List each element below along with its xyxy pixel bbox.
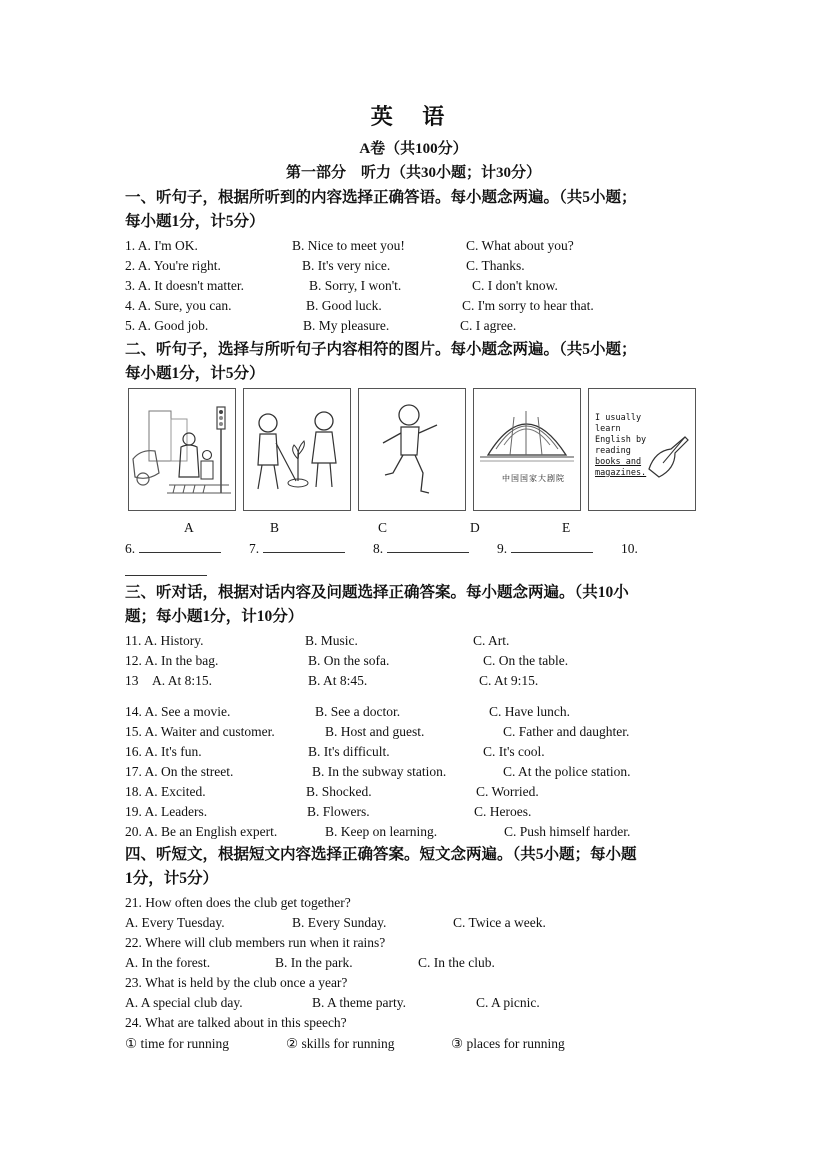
picture-label-c: C	[378, 520, 388, 535]
picture-c	[358, 388, 466, 511]
question-1-option-b: B. Nice to meet you!	[292, 238, 405, 253]
section-1-heading: 一、听句子，根据所听到的内容选择正确答语。每小题念两遍。（共5小题；	[125, 189, 637, 206]
running-boy-illustration	[359, 389, 464, 509]
blank-line	[511, 539, 593, 553]
question-5-option-c: C. I agree.	[460, 318, 517, 333]
question-22-stem: 22. Where will club members run when it rains?	[125, 935, 386, 950]
picture-b	[243, 388, 351, 511]
question-20-option-a: 20. A. Be an English expert.	[125, 824, 278, 839]
blank-number: 6.	[125, 541, 136, 556]
question-14-option-c: C. Have lunch.	[489, 704, 570, 719]
section-4-heading: 四、听短文，根据短文内容选择正确答案。短文念两遍。（共5小题；每小题	[125, 846, 637, 863]
question-24-stem: 24. What are talked about in this speech?	[125, 1015, 347, 1030]
question-16-option-b: B. It's difficult.	[308, 744, 390, 759]
blank-number: 7.	[249, 541, 260, 556]
question-4-option-c: C. I'm sorry to hear that.	[462, 298, 594, 313]
question-19-option-c: C. Heroes.	[474, 804, 532, 819]
question-23-stem: 23. What is held by the club once a year?	[125, 975, 348, 990]
question-21-option-c: C. Twice a week.	[453, 915, 546, 930]
grand-theatre-illustration	[474, 389, 579, 469]
picture-strip	[128, 388, 696, 514]
question-5-option-a: 5. A. Good job.	[125, 318, 209, 333]
question-1-option-c: C. What about you?	[466, 238, 574, 253]
question-22-option-b: B. In the park.	[275, 955, 353, 970]
question-13-option-b: B. At 8:45.	[308, 673, 368, 688]
question-16-option-c: C. It's cool.	[483, 744, 545, 759]
question-2-option-a: 2. A. You're right.	[125, 258, 221, 273]
blank-number: 9.	[497, 541, 508, 556]
question-2-option-b: B. It's very nice.	[302, 258, 391, 273]
question-17-option-a: 17. A. On the street.	[125, 764, 234, 779]
question-15-option-c: C. Father and daughter.	[503, 724, 630, 739]
paper-subtitle: A卷（共100分）	[359, 141, 468, 157]
question-3-option-c: C. I don't know.	[472, 278, 558, 293]
section-3-heading: 三、听对话，根据对话内容及问题选择正确答案。每小题念两遍。（共10小	[125, 584, 629, 601]
question-16-option-a: 16. A. It's fun.	[125, 744, 202, 759]
question-20-option-b: B. Keep on learning.	[325, 824, 438, 839]
picture-a	[128, 388, 236, 511]
question-15-option-b: B. Host and guest.	[325, 724, 425, 739]
question-12-option-c: C. On the table.	[483, 653, 569, 668]
answer-blank-10-number: 10.	[621, 541, 638, 556]
answer-blank-8[interactable]	[373, 539, 469, 559]
answer-blank-6[interactable]	[125, 539, 221, 559]
question-17-option-b: B. In the subway station.	[312, 764, 447, 779]
part-heading: 第一部分 听力（共30小题；计30分）	[285, 165, 541, 181]
theatre-caption: 中国国家大剧院	[502, 474, 565, 483]
question-14-option-b: B. See a doctor.	[315, 704, 401, 719]
answer-blank-10-line[interactable]	[125, 575, 207, 576]
question-3-option-b: B. Sorry, I won't.	[309, 278, 402, 293]
question-22-option-c: C. In the club.	[418, 955, 495, 970]
question-14-option-a: 14. A. See a movie.	[125, 704, 231, 719]
question-19-option-a: 19. A. Leaders.	[125, 804, 208, 819]
writing-hand-icon	[589, 389, 694, 509]
question-17-option-c: C. At the police station.	[503, 764, 631, 779]
blank-line	[139, 539, 221, 553]
note-line: books and	[595, 457, 642, 467]
picture-d	[473, 388, 581, 511]
question-13-option-c: C. At 9:15.	[479, 673, 539, 688]
planting-tree-illustration	[244, 389, 349, 509]
question-21-option-b: B. Every Sunday.	[292, 915, 387, 930]
section-2-heading: 二、听句子，选择与所听句子内容相符的图片。每小题念两遍。（共5小题；	[125, 341, 637, 358]
question-11-option-c: C. Art.	[473, 633, 510, 648]
question-13-option-a: 13 A. At 8:15.	[125, 673, 213, 688]
blank-line	[263, 539, 345, 553]
section-2-heading-cont: 每小题1分，计5分）	[125, 365, 265, 382]
question-1-option-a: 1. A. I'm OK.	[125, 238, 198, 253]
question-4-option-a: 4. A. Sure, you can.	[125, 298, 232, 313]
question-12-option-a: 12. A. In the bag.	[125, 653, 219, 668]
question-24-option-1: ① time for running	[125, 1036, 229, 1051]
picture-e	[588, 388, 696, 511]
question-23-option-a: A. A special club day.	[125, 995, 243, 1010]
picture-label-a: A	[184, 520, 194, 535]
question-3-option-a: 3. A. It doesn't matter.	[125, 278, 245, 293]
question-18-option-a: 18. A. Excited.	[125, 784, 206, 799]
section-3-heading-cont: 题；每小题1分，计10分）	[125, 608, 304, 625]
note-line: I usually	[595, 413, 642, 423]
question-21-stem: 21. How often does the club get together?	[125, 895, 351, 910]
section-1-heading-cont: 每小题1分，计5分）	[125, 213, 265, 230]
street-crossing-illustration	[129, 389, 234, 509]
question-18-option-b: B. Shocked.	[306, 784, 372, 799]
question-20-option-c: C. Push himself harder.	[504, 824, 631, 839]
question-23-option-b: B. A theme party.	[312, 995, 406, 1010]
question-21-option-a: A. Every Tuesday.	[125, 915, 225, 930]
note-line: learn	[595, 424, 621, 434]
picture-label-e: E	[562, 520, 571, 535]
question-24-option-3: ③ places for running	[451, 1036, 565, 1051]
question-19-option-b: B. Flowers.	[307, 804, 370, 819]
question-5-option-b: B. My pleasure.	[303, 318, 390, 333]
picture-label-b: B	[270, 520, 280, 535]
question-12-option-b: B. On the sofa.	[308, 653, 390, 668]
answer-blank-7[interactable]	[249, 539, 345, 559]
question-11-option-b: B. Music.	[305, 633, 358, 648]
question-24-option-2: ② skills for running	[286, 1036, 395, 1051]
section-4-heading-cont: 1分，计5分）	[125, 870, 219, 887]
picture-label-d: D	[470, 520, 480, 535]
question-4-option-b: B. Good luck.	[306, 298, 382, 313]
answer-blank-9[interactable]	[497, 539, 593, 559]
question-11-option-a: 11. A. History.	[125, 633, 204, 648]
note-line: magazines.	[595, 468, 647, 478]
blank-line	[387, 539, 469, 553]
question-18-option-c: C. Worried.	[476, 784, 539, 799]
question-23-option-c: C. A picnic.	[476, 995, 540, 1010]
question-2-option-c: C. Thanks.	[466, 258, 525, 273]
blank-number: 8.	[373, 541, 384, 556]
question-15-option-a: 15. A. Waiter and customer.	[125, 724, 275, 739]
page-title: 英 语	[370, 104, 457, 129]
question-22-option-a: A. In the forest.	[125, 955, 211, 970]
note-line: English by	[595, 435, 647, 445]
note-line: reading	[595, 446, 631, 456]
